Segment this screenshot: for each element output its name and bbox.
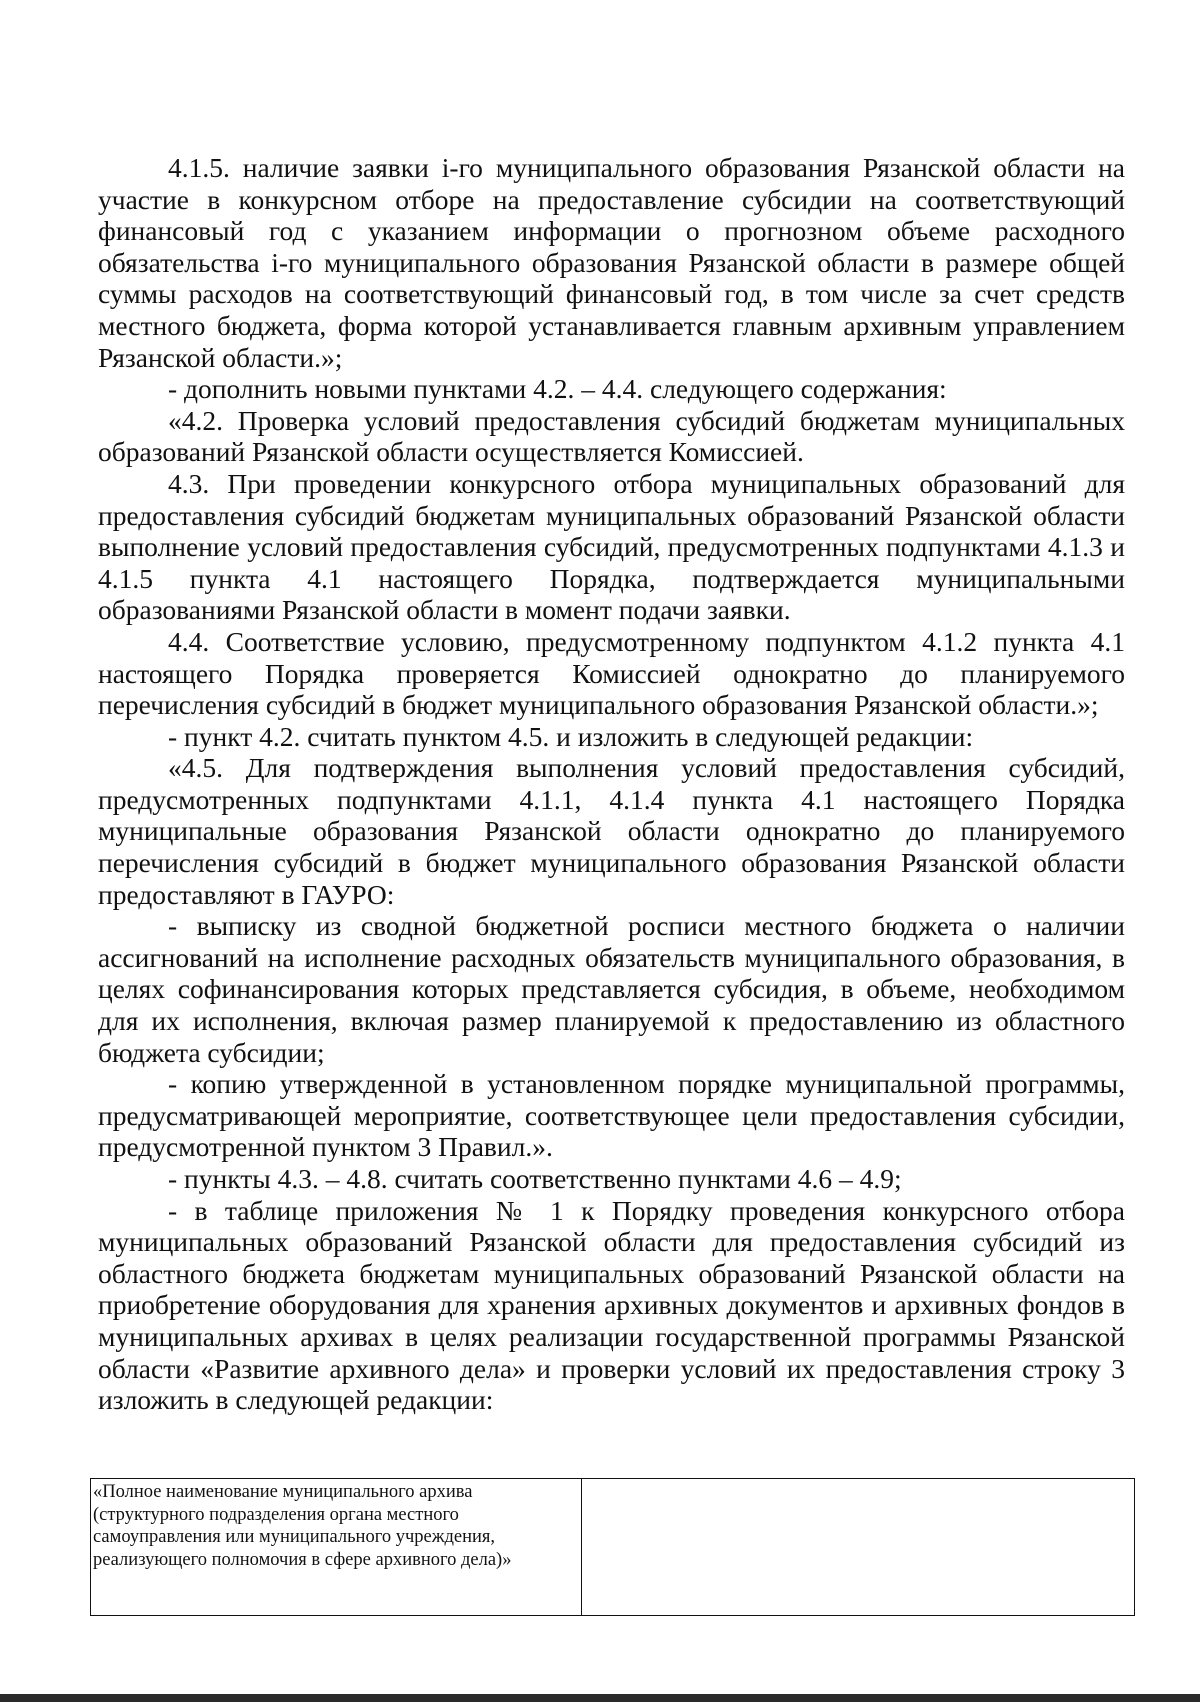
- paragraph-4-4: 4.4. Соответствие условию, предусмотренному подпунктом 4.1.2 пункта 4.1 настоящего Порядка проверяется Комиссией однократно до планируемого перечисления субсидий в бюджет муниципального образования Рязанской области.»;: [98, 625, 1125, 721]
- paragraph-renumber-4-3: - пункты 4.3. – 4.8. считать соответственно пунктами 4.6 – 4.9;: [168, 1163, 902, 1194]
- paragraph-4-5: «4.5. Для подтверждения выполнения условий предоставления субсидий, предусмотренных подпунктами 4.1.1, 4.1.4 пункта 4.1 настоящего Порядка муниципальные образования Рязанской области однократно до планируемого перечисления субсидий в бюджет муниципального образования Рязанской области предоставляют в ГАУРО:: [98, 752, 1125, 910]
- table-cell-empty: [582, 1479, 1135, 1616]
- paragraph-4-2: «4.2. Проверка условий предоставления субсидий бюджетам муниципальных образований Рязанской области осуществляется Комиссией.: [98, 404, 1125, 468]
- document-body: [98, 152, 1125, 1416]
- paragraph-4-3: 4.3. При проведении конкурсного отбора муниципальных образований для предоставления субсидий бюджетам муниципальных образований Рязанской области выполнение условий предоставления субсидий, предусмотренных подпунктами 4.1.3 и 4.1.5 пункта 4.1 настоящего Порядка, подтверждается муниципальными образованиями Рязанской области в момент подачи заявки.: [98, 467, 1125, 626]
- table-cell-archive-name: «Полное наименование муниципального архива (структурного подразделения органа местного самоуправления или муниципального учреждения, реализующего полномочия в сфере архивного дела)»: [91, 1479, 582, 1616]
- paragraph-add-items: - дополнить новыми пунктами 4.2. – 4.4. следующего содержания:: [168, 373, 947, 405]
- paragraph-extract: - выписку из сводной бюджетной росписи местного бюджета о наличии ассигнований на исполнение расходных обязательств муниципального образования, в целях софинансирования которых представляется субсидия, в объеме, необходимом для их исполнения, включая размер планируемой к предоставлению из областного бюджета субсидии;: [98, 910, 1125, 1068]
- replacement-table: [90, 1478, 1135, 1616]
- scan-edge: [0, 1694, 1200, 1702]
- paragraph-table-change: - в таблице приложения № 1 к Порядку проведения конкурсного отбора муниципальных образований Рязанской области для предоставления субсидий из областного бюджета бюджетам муниципальных образований Рязанской области на приобретение оборудования для хранения архивных документов и архивных фондов в муниципальных архивах в целях реализации государственной программы Рязанской области «Развитие архивного дела» и проверки условий их предоставления строку 3 изложить в следующей редакции:: [98, 1194, 1125, 1416]
- table-row-3: [90, 1478, 1135, 1616]
- table-row: [91, 1479, 1135, 1616]
- paragraph-renumber-4-2: - пункт 4.2. считать пунктом 4.5. и изложить в следующей редакции:: [168, 720, 974, 752]
- paragraph-4-1-5: 4.1.5. наличие заявки i-го муниципального образования Рязанской области на участие в конкурсном отборе на предоставление субсидии на соответствующий финансовый год с указанием информации о прогнозном объеме расходного обязательства i-го муниципального образования Рязанской области в размере общей суммы расходов на соответствующий финансовый год, в том числе за счет средств местного бюджета, форма которой устанавливается главным архивным управлением Рязанской области.»;: [98, 152, 1125, 373]
- paragraph-program-copy: - копию утвержденной в установленном порядке муниципальной программы, предусматривающей мероприятие, соответствующее цели предоставления субсидии, предусмотренной пунктом 3 Правил.».: [98, 1068, 1125, 1163]
